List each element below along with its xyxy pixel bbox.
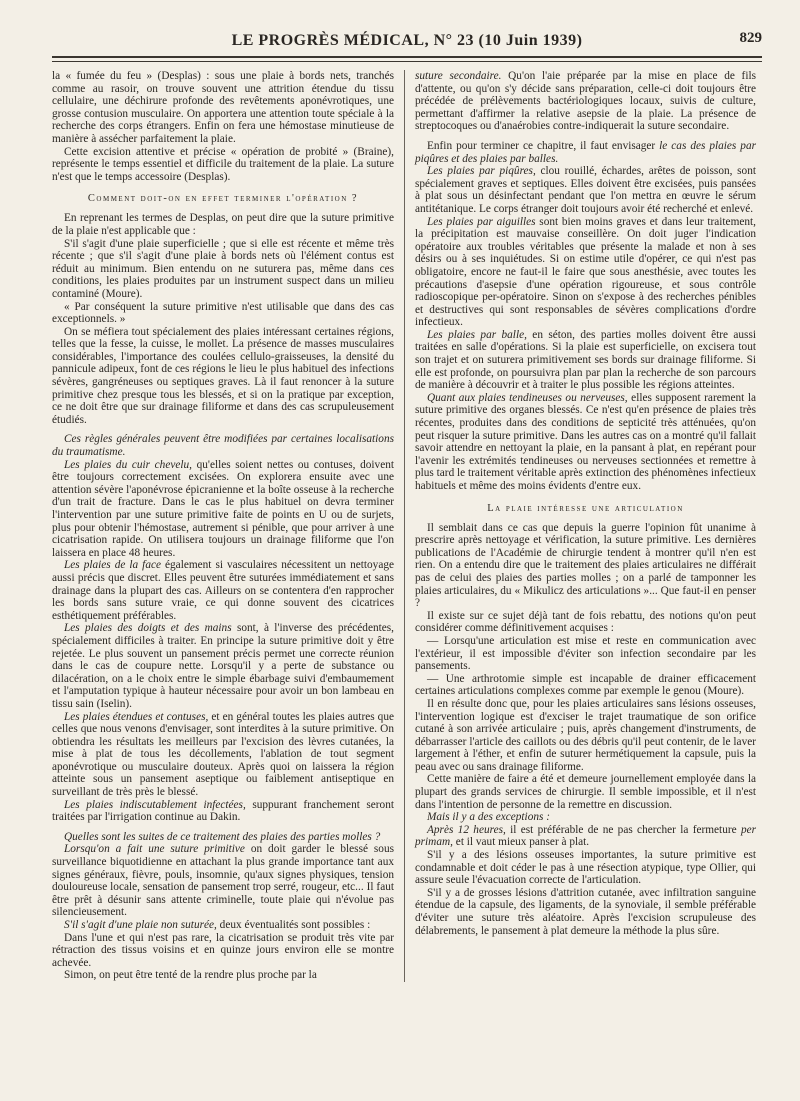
right-column bbox=[404, 70, 756, 982]
paragraph: Simon, on peut être tenté de la rendre plus proche par la bbox=[64, 969, 317, 982]
paragraph: — Lorsqu'une articulation est mise et reste en communication avec l'extérieur, il est impossible d'éviter son infection secondaire par les pansements. bbox=[415, 634, 756, 673]
paragraph bbox=[52, 799, 394, 824]
lead-phrase: Les plaies des doigts et des mains bbox=[64, 622, 232, 635]
paragraph bbox=[52, 559, 394, 622]
paragraph-text: et il vaut mieux panser à plat. bbox=[452, 836, 590, 849]
paragraph bbox=[52, 843, 394, 919]
paragraph: Quelles sont les suites de ce traitement des plaies des parties molles ? bbox=[64, 830, 381, 843]
emphasis: per primam, bbox=[415, 823, 757, 849]
paragraph bbox=[52, 622, 394, 710]
lead-phrase: Les plaies indiscutablement infectées, bbox=[64, 798, 246, 811]
lead-phrase: Quant aux plaies tendineuses ou nerveuses, bbox=[427, 391, 628, 404]
two-column-body bbox=[52, 70, 762, 982]
paragraph bbox=[415, 140, 756, 165]
paragraph-text: et en général toutes les plaies autres que celles que nous venons d'envisager, sont interdites à la suture primitive. On obtiendra les résultats les meilleurs par l'excision des lèvres cutanées, la mise à plat de tous les décollements, l'ablation de tout segment aponévrotique ou musculaire douteux. Après quoi on laissera la région atteinte sous un pansement aseptique ou faiblement antiseptique en surveillant de très près le blessé. bbox=[52, 710, 394, 799]
paragraph-text: également si vasculaires nécessitent un nettoyage aussi précis que discret. Elles peuvent être suturées immédiatement et sans drainage dans la plupart des cas. Ailleurs on se contentera d'en rapprocher les bords sans suture vraie, ce qui donne souvent des cicatrices esthétiquement préférables. bbox=[52, 559, 394, 622]
paragraph-text: deux éventualités sont possibles : bbox=[216, 919, 371, 931]
lead-phrase: Les plaies de la face bbox=[64, 559, 161, 572]
header-rule bbox=[52, 56, 762, 62]
running-title: LE PROGRÈS MÉDICAL, N° 23 (10 Juin 1939) bbox=[231, 32, 583, 49]
paragraph: En reprenant les termes de Desplas, on peut dire que la suture primitive de la plaie n'est applicable que : bbox=[52, 212, 394, 237]
lead-phrase: Les plaies étendues et contuses, bbox=[64, 710, 209, 723]
paragraph-text: sont bien moins graves et dans leur traitement, la précipitation est mauvaise conseillère. On doit juger l'indication opératoire aux troubles véritables que présente la malade et non à ses désirs ou à ses inquiétudes. Si on estime utile d'opérer, ce qui n'est pas obligatoire, encore ne faut-il le faire que sous anesthésie, avec toutes les précautions d'asepsie d'une opération rigoureuse, et sous contrôle radioscopique per-opératoire. Sinon on s'expose à des recherches pénibles et destructives qui sont responsables de sévères complications d'ordre infectieux. bbox=[415, 215, 756, 329]
paragraph: Dans l'une et qui n'est pas rare, la cicatrisation se produit très vite par rétraction des tissus voisins et en quinze jours environ elle se montre achevée. bbox=[52, 931, 394, 969]
paragraph: Il en résulte donc que, pour les plaies articulaires sans lésions osseuses, l'intervention logique est d'exciser le trajet traumatique de son orifice cutané à son arrivée articulaire ; puis, après changement d'instruments, de débarrasser l'article des caillots ou des débris qu'il peut contenir, de le laver largement à l'éther, et enfin de suturer hermétiquement la capsule, puis la peau avec ou sans drainage filiforme. bbox=[415, 697, 756, 773]
paragraph: Ces règles générales peuvent être modifiées par certaines localisations du traumatisme. bbox=[52, 433, 394, 459]
page-number: 829 bbox=[739, 30, 762, 46]
paragraph bbox=[415, 165, 756, 215]
page-header bbox=[52, 30, 762, 52]
paragraph: « Par conséquent la suture primitive n'est utilisable que dans des cas exceptionnels. » bbox=[52, 300, 394, 326]
paragraph-text: sont, à l'inverse des précédentes, spécialement difficiles à traiter. En principe la suture primitive doit y être rejetée. Le plus souvent un pansement précis permet une correcte réunion dans le cas de coupure nette. Lorsqu'il y a perte de substance ou dilacération, on a le choix entre le simple ébarbage suivi d'embaumement et l'amputation typique à hauteur nécessaire pour avoir un bon lambeau en tissu sain (Iselin). bbox=[52, 622, 394, 710]
paragraph-text: on doit garder le blessé sous surveillance biquotidienne en attachant la plus grande importance tant aux signes généraux, fièvre, pouls, insomnie, qu'aux signes physiques, tension douloureuse locale, sensation de pansement trop serré, rougeur, etc... Il faut être prêt à désunir sans attente criminelle, toute plaie qui n'évolue pas silencieusement. bbox=[52, 843, 394, 919]
paragraph: Cette excision attentive et précise « opération de probité » (Braine), représente le temps essentiel et difficile du traitement de la plaie. La suture n'est que le temps accessoire (Desplas). bbox=[52, 145, 394, 183]
lead-phrase: Après 12 heures, bbox=[427, 823, 506, 836]
paragraph: Cette manière de faire a été et demeure journellement employée dans la plupart des grands services de chirurgie. Il semble impossible, et il n'est dans l'intention de personne de la remettre en discussion. bbox=[415, 773, 756, 811]
paragraph bbox=[52, 711, 394, 799]
lead-phrase: Les plaies du cuir chevelu, bbox=[64, 458, 192, 471]
paragraph bbox=[52, 919, 394, 932]
paragraph bbox=[415, 329, 756, 392]
paragraph: Il semblait dans ce cas que depuis la guerre l'opinion fût unanime à prescrire après nettoyage et vérification, la suture primitive. Les dernières publications de l'Académie de chirurgie tendent à montrer qu'il n'en est rien. On a entendu dire que le traitement des plaies articulaires ne différait pas de celui des plaies des parties molles ; on a parlé de tamponner les plaies articulaires, du « Mikulicz des articulations »... Que faut-il en penser ? bbox=[415, 521, 756, 610]
paragraph: On se méfiera tout spécialement des plaies intéressant certaines régions, telles que la fesse, la cuisse, le mollet. La présence de masses musculaires considérables, l'importance des coulées cellulo-graisseuses, la densité du pannicule adipeux, font de ces régions le lieu le plus habituel des infections sévères, gangréneuses ou septiques graves. Là il faut renoncer à la suture primitive chez presque tous les blessés, et si on la pratique par exception, ce ne doit être que sur drainage filiforme et dans des cas scrupuleusement étudiés. bbox=[52, 325, 394, 426]
lead-phrase: S'il s'agit d'une plaie non suturée, bbox=[64, 919, 217, 931]
paragraph-text: en séton, des parties molles doivent être aussi traitées en salle d'opérations. Si la plaie est superficielle, on excisera tout son trajet et on suturera primitivement ses bords sur drainage filiforme. Si elle est profonde, on poursuivra plan par plan la recherche de son parcours de manière à découvrir et à traiter le plus possible les régions atteintes. bbox=[415, 328, 756, 392]
section-heading: La plaie intéresse une articulation bbox=[487, 502, 684, 514]
paragraph: la « fumée du feu » (Desplas) : sous une plaie à bords nets, tranchés comme au rasoir, on trouve souvent une attrition étendue du tissu cellulaire, une déchirure profonde des revêtements aponévrotiques, une grosse contusion musculaire. On apportera une attention toute spéciale à la recherche des corps étrangers. Enfin on fera une hémostase minutieuse de manière à assécher parfaitement la plaie. bbox=[52, 70, 394, 145]
lead-phrase: Les plaies par aiguilles bbox=[427, 215, 536, 228]
paragraph bbox=[415, 824, 756, 849]
paragraph bbox=[52, 459, 394, 560]
paragraph: — Une arthrotomie simple est incapable de drainer efficacement certaines articulations complexes comme par exemple le genou (Moure). bbox=[415, 672, 756, 698]
paragraph-text: Qu'on l'aie préparée par la mise en place de fils d'attente, ou qu'on s'y décide sans préparation, celle-ci doit toujours être précédée de prélèvements bactériologiques locaux, suivis de culture, permettant d'affirmer la relative asepsie de la plaie. La présence de streptocoques ou d'anaérobies contre-indiquerait la suture secondaire. bbox=[415, 70, 756, 133]
paragraph-text: il est préférable de ne pas chercher la fermeture bbox=[505, 823, 741, 836]
paragraph: S'il s'agit d'une plaie superficielle ; que si elle est récente et même très récente ; que s'il s'agit d'une plaie à bords nets où l'élément contus est réduit au minimum. Bien entendu on ne suturera pas, même dans ces conditions, les plaies produites par un instrument suspect dans un milieu contaminé (Moure). bbox=[52, 237, 394, 300]
paragraph-text: suppurant franchement seront traitées par l'irrigation continue au Dakin. bbox=[52, 798, 394, 824]
section-heading: Comment doit-on en effet terminer l'opération ? bbox=[87, 193, 359, 205]
paragraph: Mais il y a des exceptions : bbox=[427, 811, 550, 824]
paragraph-text: elles supposent rarement la suture primitive des organes blessés. Ce n'est qu'en présence de plaies très récentes, produites dans des conditions de septicité très atténuées, qu'on peut risquer la suture primitive. Dans les autres cas on a montré qu'il fallait savoir attendre en nettoyant la plaie, en la pansant à plat, en repérant pour l'avenir les extrémités tendineuses ou nerveuses sectionnées et remettre à plus tard le traitement véritable après extinction des phénomènes infectieux habituels et même des moins évidents d'entre eux. bbox=[415, 391, 757, 492]
paragraph-text: Enfin pour terminer ce chapitre, il faut envisager bbox=[427, 139, 660, 152]
emphasis: le cas des plaies par piqûres et des plaies par balles. bbox=[415, 139, 756, 165]
paragraph: S'il y a de grosses lésions d'attrition cutanée, avec infiltration sanguine étendue de la capsule, des ligaments, de la synoviale, il semble préférable d'éviter une suture très aléatoire. Après l'excision scrupuleuse des délabrements, le pansement à plat demeure la méthode la plus sûre. bbox=[415, 886, 756, 937]
paragraph-text: clou rouillé, échardes, arêtes de poisson, sont spécialement graves et septiques. Elles doivent être excisées, puis pansées à plat sous un désinfectant pendant que l'on mettra en œuvre le sérum antitétanique. Le corps étranger doit toujours avoir été recherché et enlevé. bbox=[415, 165, 756, 215]
left-column bbox=[52, 70, 404, 982]
paragraph: S'il y a des lésions osseuses importantes, la suture primitive est condamnable et doit céder le pas à une résection atypique, type Ollier, qui assure seule l'évacuation correcte de l'articulation. bbox=[415, 849, 756, 887]
paragraph: Il existe sur ce sujet déjà tant de fois rebattu, des notions qu'on peut considérer comme définitivement acquises : bbox=[415, 609, 756, 635]
lead-phrase: Les plaies par piqûres, bbox=[427, 165, 536, 178]
lead-phrase: Les plaies par balle, bbox=[427, 328, 527, 341]
lead-phrase: Lorsqu'on a fait une suture primitive bbox=[64, 843, 245, 856]
paragraph bbox=[415, 392, 756, 493]
paragraph bbox=[415, 216, 756, 329]
paragraph bbox=[415, 70, 756, 133]
paragraph-text: qu'elles soient nettes ou contuses, doivent être toujours correctement excisées. On explorera ensuite avec une attention sévère l'aponévrose épicranienne et la boîte osseuse à la recherche d'un trait de fracture. Dans le cas le plus habituel on devra terminer l'intervention par une suture primitive faite de points en U ou de surjets, plus pour obtenir l'hémostase, autrement si pénible, que pour arriver à une cicatrisation rapide. On utilisera toujours un drainage filiforme que l'on laissera en place 48 heures. bbox=[52, 458, 394, 559]
lead-phrase: suture secondaire. bbox=[415, 70, 502, 82]
